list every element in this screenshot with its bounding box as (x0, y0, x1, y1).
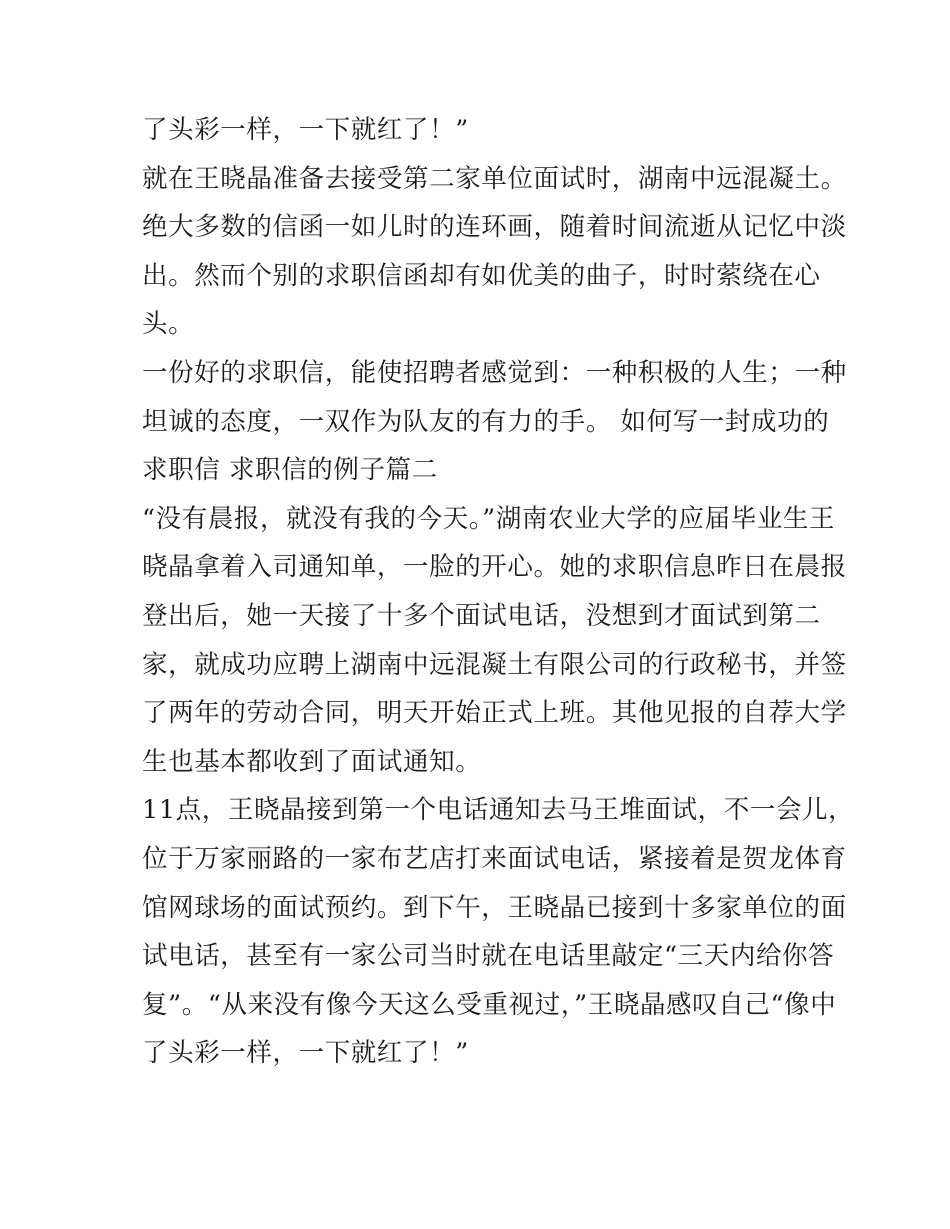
text-line: 绝大多数的信函一如儿时的连环画，随着时间流逝从记忆中淡 (142, 212, 847, 243)
text-line: 头。 (142, 309, 195, 340)
text-line: 家，就成功应聘上湖南中远混凝土有限公司的行政秘书，并签 (142, 649, 847, 680)
text-line: 位于万家丽路的一家布艺店打来面试电话，紧接着是贺龙体育 (142, 843, 847, 874)
text-line: 出。然而个别的求职信函却有如优美的曲子，时时萦绕在心 (142, 260, 821, 291)
text-line: 了两年的劳动合同，明天开始正式上班。其他见报的自荐大学 (142, 698, 847, 729)
text-line: 复”。“从来没有像今天这么受重视过，”王晓晶感叹自己“像中 (142, 989, 837, 1020)
text-line: 了头彩一样，一下就红了！” (142, 1038, 469, 1069)
text-line: 11点，王晓晶接到第一个电话通知去马王堆面试，不一会儿， (142, 795, 855, 826)
text-line: 馆网球场的面试预约。到下午，王晓晶已接到十多家单位的面 (142, 892, 847, 923)
text-line: 一份好的求职信，能使招聘者感觉到：一种积极的人生；一种 (142, 357, 847, 388)
text-line: 试电话，甚至有一家公司当时就在电话里敲定“三天内给你答 (142, 941, 835, 972)
text-line: 就在王晓晶准备去接受第二家单位面试时，湖南中远混凝土。 (142, 163, 847, 194)
text-line: 登出后，她一天接了十多个面试电话，没想到才面试到第二 (142, 600, 821, 631)
text-line: 生也基本都收到了面试通知。 (142, 746, 482, 777)
text-line: 了头彩一样，一下就红了！” (142, 115, 469, 145)
text-line: “没有晨报，就没有我的今天。”湖南农业大学的应届毕业生王 (142, 503, 836, 534)
text-line: 坦诚的态度，一双作为队友的有力的手。 如何写一封成功的 (142, 406, 830, 437)
text-line: 晓晶拿着入司通知单，一脸的开心。她的求职信息昨日在晨报 (142, 552, 847, 583)
document-body (142, 106, 855, 1078)
text-line: 求职信 求职信的例子篇二 (142, 455, 438, 486)
